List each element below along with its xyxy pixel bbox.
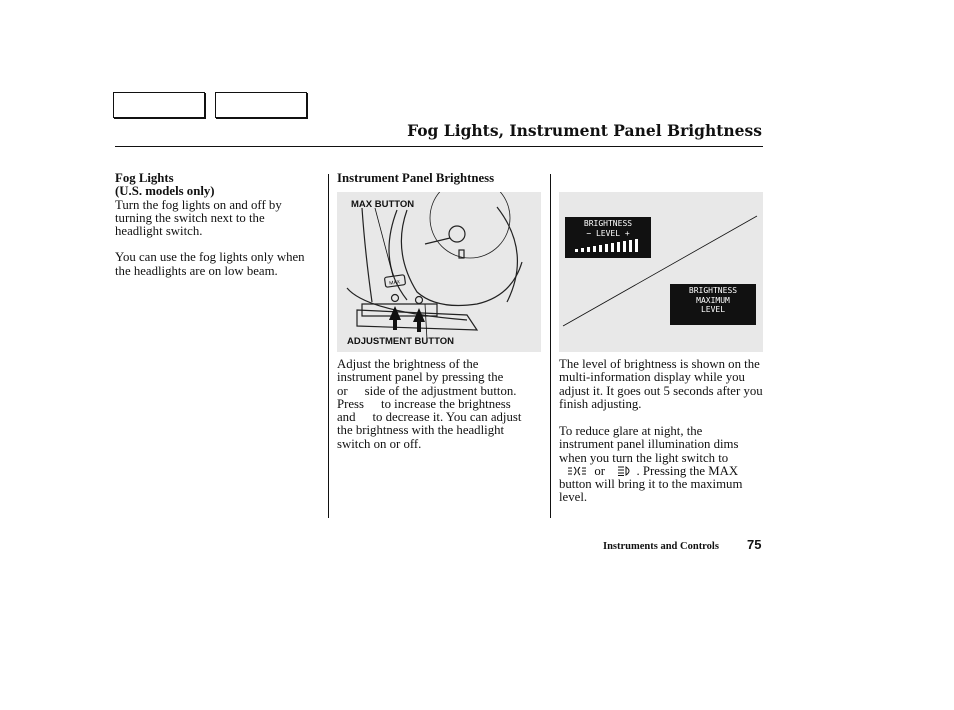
level-bar (629, 240, 632, 252)
fog-lights-section (115, 172, 325, 278)
level-bar (617, 242, 620, 252)
display-text: MAXIMUM (696, 295, 730, 305)
fog-lights-paragraph: Turn the fog lights on and off by turning the switch next to the headlight switch. (115, 197, 282, 239)
level-bar (623, 241, 626, 252)
text-fragment: or (337, 383, 348, 398)
display-text: − LEVEL + (586, 228, 630, 238)
text-fragment: . Pressing the MAX (636, 463, 739, 478)
text-line: button will bring it to the maximum (559, 477, 743, 492)
fog-lights-paragraph: You can use the fog lights only when the headlights are on low beam. (115, 250, 305, 278)
max-button-label: MAX BUTTON (351, 199, 415, 210)
panel-brightness-text (337, 358, 542, 451)
footer-section-name: Instruments and Controls (603, 541, 719, 552)
text-fragment: side of the adjustment button. (364, 383, 517, 398)
fog-lights-subheading: (U.S. models only) (115, 184, 215, 199)
display-text: LEVEL (700, 305, 726, 314)
text-line: To reduce glare at night, the (559, 424, 703, 438)
text-line: switch on or off. (337, 436, 422, 451)
text-line: when you turn the light switch to (559, 450, 729, 465)
instrument-panel-figure (337, 192, 541, 352)
page-number: 75 (747, 537, 762, 552)
text-line (559, 465, 764, 478)
column-divider (550, 174, 551, 518)
parking-lights-icon (567, 466, 587, 476)
level-bar (593, 246, 596, 252)
svg-text:MAX: MAX (388, 279, 401, 287)
display-text: BRIGHTNESS (688, 286, 738, 295)
text-line (337, 385, 542, 398)
brightness-maximum-display (670, 284, 756, 325)
text-line (337, 411, 542, 424)
display-text: BRIGHTNESS (583, 219, 633, 228)
display-description: The level of brightness is shown on the multi-information display while you adjust it. It goes out 5 seconds after you finish adjusting. (559, 357, 763, 411)
level-bar (599, 245, 602, 252)
text-line: Adjust the brightness of the (337, 357, 479, 371)
level-bar (581, 248, 584, 252)
nav-tab-1[interactable] (113, 92, 205, 118)
brightness-bar-graph (575, 239, 638, 252)
text-fragment: Press (337, 396, 365, 411)
nav-tab-2[interactable] (215, 92, 307, 118)
text-line (337, 398, 542, 411)
text-line: level. (559, 490, 588, 505)
level-bar (635, 239, 638, 252)
panel-brightness-heading: Instrument Panel Brightness (337, 171, 495, 185)
adjustment-button-label: ADJUSTMENT BUTTON (347, 336, 454, 347)
level-bar (611, 243, 614, 252)
text-line: the brightness with the headlight (337, 423, 505, 438)
display-figure (559, 192, 763, 352)
headlights-icon (617, 466, 633, 476)
text-fragment: or (594, 463, 606, 478)
level-bar (575, 249, 578, 252)
level-bar (605, 244, 608, 252)
instrument-cluster-illustration (337, 192, 541, 352)
text-fragment: to increase the brightness (381, 396, 511, 411)
fog-lights-heading: Fog Lights (115, 171, 174, 185)
glare-description (559, 425, 764, 505)
title-rule (115, 146, 763, 147)
text-line: instrument panel illumination dims (559, 437, 739, 452)
brightness-level-display (565, 217, 651, 258)
text-fragment: and (337, 410, 356, 425)
display-divider-line (559, 192, 763, 352)
text-line: instrument panel by pressing the (337, 370, 504, 385)
column-divider (328, 174, 329, 518)
text-fragment: to decrease it. You can adjust (372, 410, 522, 425)
level-bar (587, 247, 590, 252)
page-title: Fog Lights, Instrument Panel Brightness (407, 121, 762, 140)
